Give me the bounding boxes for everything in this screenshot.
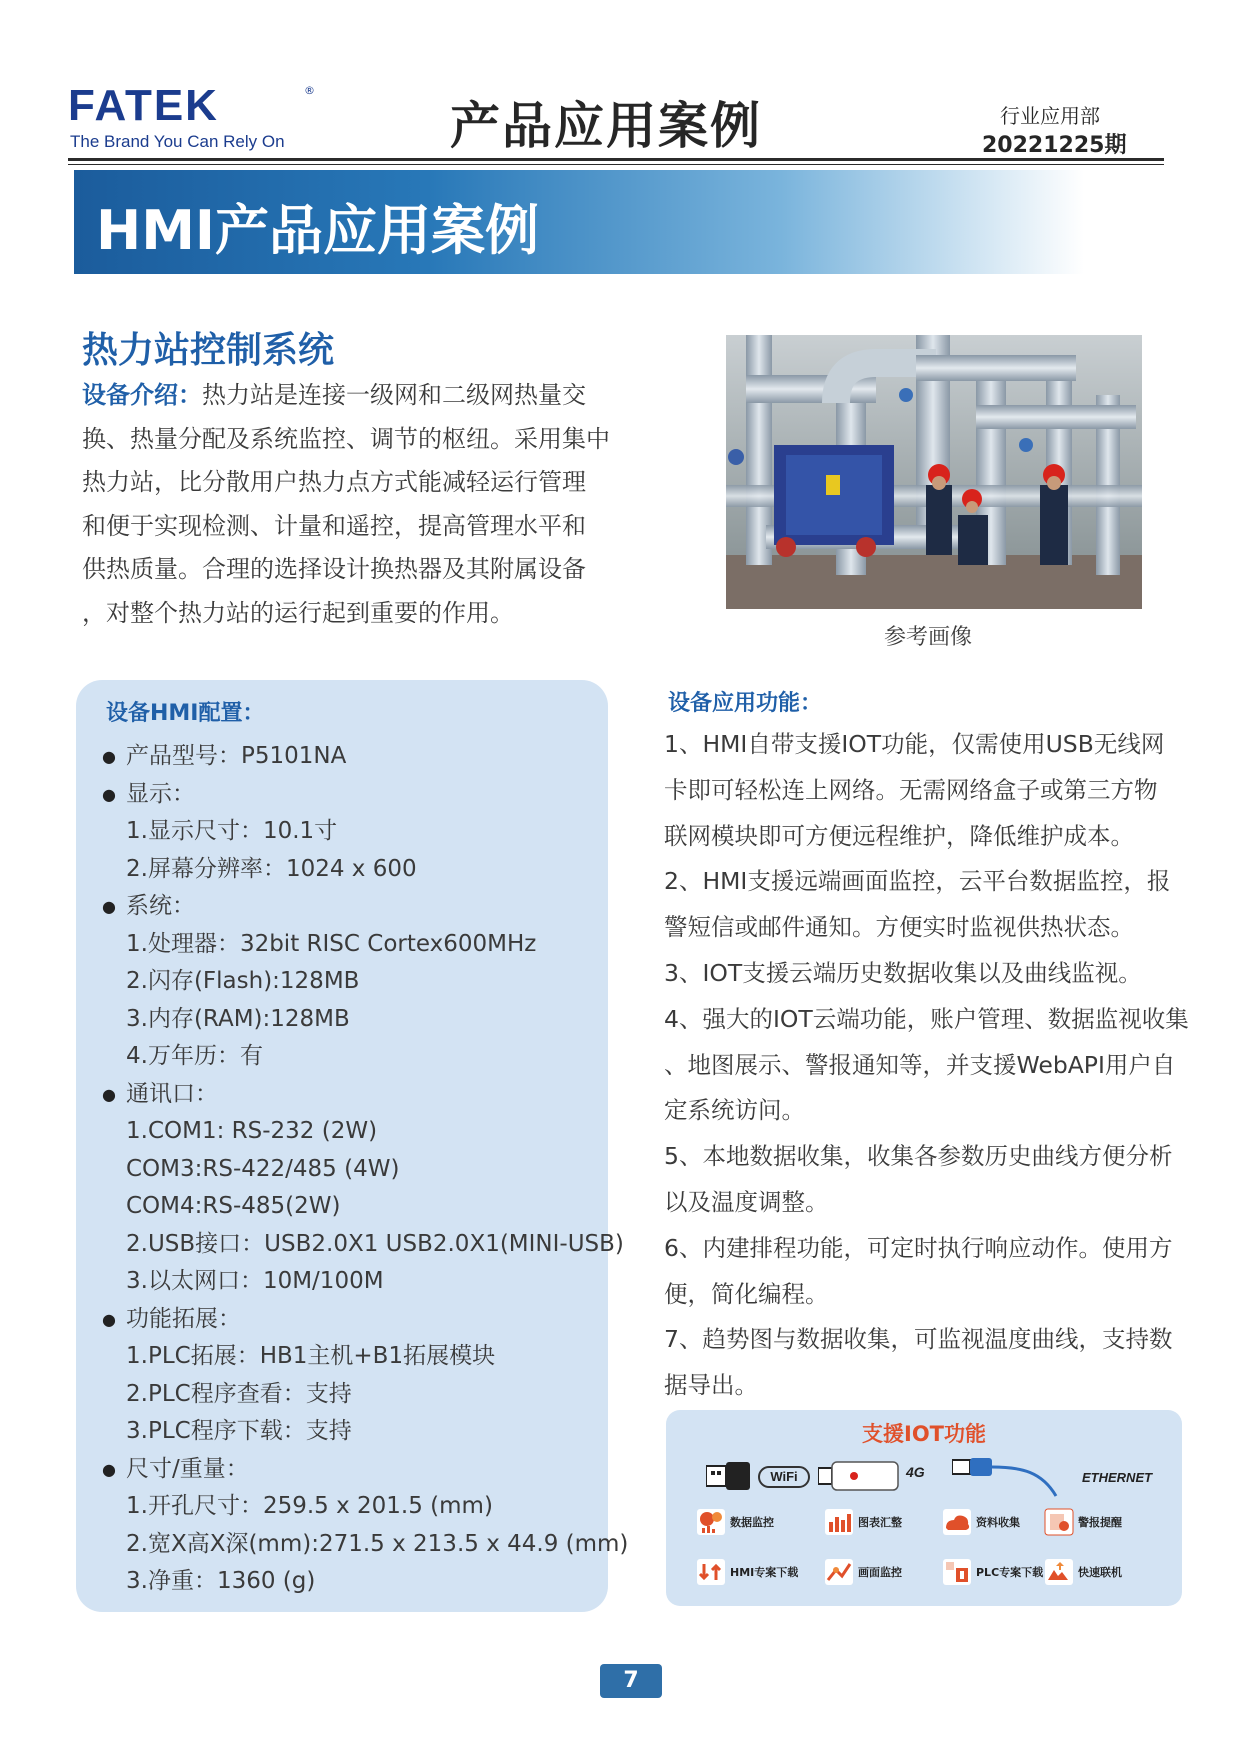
iot-feature-item [696,1556,798,1588]
config-item: COM4:RS-485(2W) [126,1193,341,1219]
config-item: 3.以太网口：10M/100M [126,1268,384,1294]
config-bullet: ● 产品型号：P5101NA [102,738,602,776]
config-item: 2.USB接口：USB2.0X1 USB2.0X1(MINI-USB) [126,1230,624,1257]
config-list [102,738,629,1601]
function-line: 、地图展示、警报通知等，并支援WebAPI用户自 [664,1050,1176,1079]
config-item: 1.开孔尺寸：259.5 x 201.5 (mm) [126,1493,493,1519]
function-line: 便，简化编程。 [664,1279,829,1308]
function-line: 1、HMI自带支援IOT功能，仅需使用USB无线网 [664,730,1165,758]
intro-label: 设备介绍： [82,381,202,409]
iot-feature-item [824,1556,902,1588]
logo-tagline: The Brand You Can Rely On [70,132,285,151]
wifi-badge: WiFi [758,1466,810,1488]
function-line: 以及温度调整。 [664,1187,829,1216]
config-item: 2.宽X高X深(mm):271.5 x 213.5 x 44.9 (mm) [126,1530,629,1557]
iot-feature-item [696,1506,774,1538]
ethernet-cable-icon [952,1452,1062,1500]
config-item: 3.PLC程序下载：支持 [126,1418,352,1444]
iot-feature-label: 警报提醒 [1078,1516,1122,1529]
iot-features-grid [696,1506,1176,1598]
config-item: 2.闪存(Flash):128MB [126,968,360,994]
plc-download-icon [942,1558,972,1586]
photo-caption: 参考画像 [884,625,973,650]
header-department: 行业应用部 [1000,104,1100,128]
usb-stick-icon [706,1462,750,1490]
hmi-config-panel [76,680,629,1612]
intro-line: ，对整个热力站的运行起到重要的作用。 [82,598,514,627]
intro-text: 热力站是连接一级网和二级网热量交 [202,381,586,409]
header-issue: 20221225期 [982,133,1127,158]
function-line: 7、趋势图与数据收集，可监视温度曲线，支持数 [664,1325,1173,1354]
config-item: 1.显示尺寸：10.1寸 [126,818,338,844]
function-line: 定系统访问。 [664,1096,805,1125]
iot-feature-label: HMI专案下载 [730,1566,799,1579]
header-rule [68,158,1164,161]
iot-feature-item [824,1506,902,1538]
page-number: 7 [600,1664,662,1698]
config-title: 设备HMI配置： [106,701,265,726]
iot-feature-item [942,1556,1043,1588]
screen-monitor-icon [824,1558,854,1586]
ethernet-label: ETHERNET [1082,1470,1153,1485]
function-line: 3、IOT支援云端历史数据收集以及曲线监视。 [664,958,1142,987]
data-monitor-icon [696,1508,726,1536]
section-banner [74,170,1084,274]
4g-label: 4G [906,1464,925,1480]
intro-line: 热力站，比分散用户热力点方式能减轻运行管理 [82,468,586,496]
functions-title: 设备应用功能： [668,691,823,716]
config-item: 3.内存(RAM):128MB [126,1005,350,1032]
iot-connectivity-row [706,1452,1166,1502]
alarm-icon [1044,1508,1074,1536]
header-rule-thin [68,164,1164,165]
iot-feature-item [942,1506,1020,1538]
config-item: 1.PLC拓展：HB1主机+B1拓展模块 [126,1343,496,1369]
iot-feature-label: 画面监控 [858,1566,902,1579]
4g-dongle-icon [818,1460,900,1492]
config-item: 1.处理器：32bit RISC Cortex600MHz [126,930,537,957]
iot-title: 支援IOT功能 [862,1422,986,1446]
case-intro [82,374,612,635]
iot-feature-label: 快速联机 [1078,1566,1122,1579]
intro-line: 和便于实现检测、计量和遥控，提高管理水平和 [82,511,586,540]
function-line: 2、HMI支援远端画面监控，云平台数据监控，报 [664,867,1171,896]
banner-title: HMI产品应用案例 [96,199,540,262]
iot-feature-label: 资料收集 [976,1516,1020,1529]
quick-connect-icon [1044,1558,1074,1586]
function-line: 5、本地数据收集，收集各参数历史曲线方便分析 [664,1142,1173,1171]
function-line: 4、强大的IOT云端功能，账户管理、数据监视收集 [664,1004,1189,1033]
iot-feature-label: PLC专案下载 [976,1566,1044,1579]
logo-wordmark: FATEK [68,81,219,130]
hmi-download-icon [696,1558,726,1586]
config-item: 4.万年历：有 [126,1043,263,1069]
config-bullet: ● 显示： [102,776,602,814]
function-line: 警短信或邮件通知。方便实时监视供热状态。 [664,913,1134,942]
iot-feature-item [1044,1506,1122,1538]
config-item: 2.PLC程序查看：支持 [126,1380,352,1407]
functions-list [664,722,1189,1409]
function-line: 据导出。 [664,1371,758,1400]
iot-feature-label: 图表汇整 [858,1516,902,1529]
config-bullet: ● 功能拓展： [102,1301,602,1339]
logo-registered-mark: ® [304,84,315,97]
function-line: 联网模块即可方便远程维护，降低维护成本。 [664,821,1134,850]
iot-feature-panel [666,1410,1182,1606]
case-title: 热力站控制系统 [82,330,335,371]
intro-line: 换、热量分配及系统监控、调节的枢纽。采用集中 [82,424,610,453]
chart-summary-icon [824,1508,854,1536]
config-item: 3.净重：1360 (g) [126,1568,316,1594]
data-collect-icon [942,1508,972,1536]
config-bullet: ● 尺寸/重量： [102,1451,602,1489]
heat-station-photo [726,335,1142,609]
fatek-logo [68,81,315,156]
function-line: 卡即可轻松连上网络。无需网络盒子或第三方物 [664,775,1158,804]
iot-feature-label: 数据监控 [730,1516,774,1529]
iot-feature-item [1044,1556,1122,1588]
intro-line: 供热质量。合理的选择设计换热器及其附属设备 [82,555,586,583]
config-bullet: ● 通讯口： [102,1076,602,1114]
config-item: 2.屏幕分辨率：1024 x 600 [126,855,417,882]
config-item: COM3:RS-422/485 (4W) [126,1155,400,1182]
config-item: 1.COM1: RS-232 (2W) [126,1118,378,1144]
config-bullet: ● 系统： [102,888,602,926]
intro-line [82,374,612,418]
function-line: 6、内建排程功能，可定时执行响应动作。使用方 [664,1233,1173,1262]
header-title: 产品应用案例 [450,97,762,155]
